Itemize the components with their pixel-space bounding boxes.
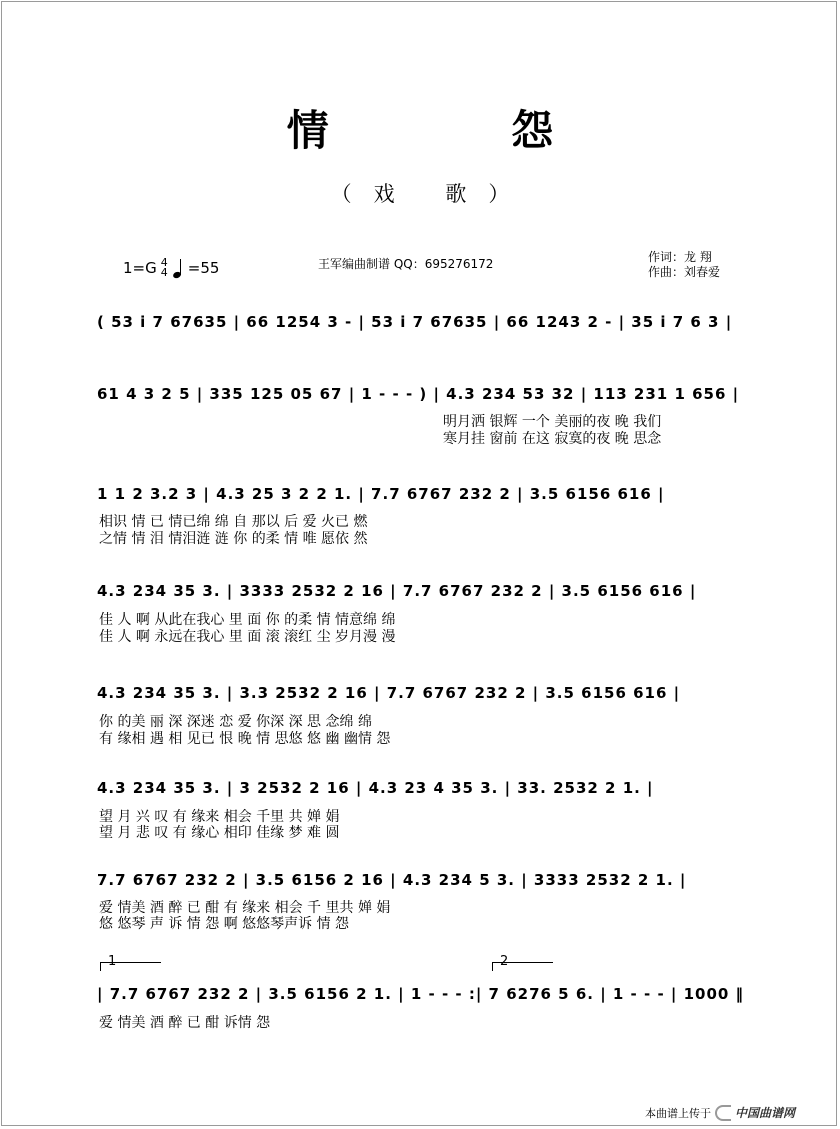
score-row-8: | 7.7 6767 232 2 | 3.5 6156 2 1. | 1 - - - :| 7 6276 5 6. | 1 - - - | 1000 ‖	[97, 985, 745, 1003]
key-label: 1=G	[123, 259, 157, 277]
score-row-2: 61 4 3 2 5 | 335 125 05 67 | 1 - - - ) | 4.3 234 53 32 | 113 231 1 656 |	[97, 385, 740, 403]
composer-credit: 作曲：刘春爱	[648, 265, 721, 279]
time-bottom: 4	[160, 266, 168, 279]
quarter-note-icon	[172, 258, 184, 278]
lyricist-credit: 作词：龙 翔	[648, 250, 712, 264]
lyric-row-6b: 望 月 悲 叹 有 缘心 相印 佳缘 梦 难 圆	[99, 825, 340, 841]
second-ending-label: 2	[500, 954, 509, 969]
author-credits	[648, 250, 720, 280]
score-row-1: ( 53 i 7 67635 | 66 1254 3 - | 53 i 7 67635 | 66 1243 2 - | 35 i 7 6 3 |	[97, 313, 733, 331]
lyric-row-3b: 之情 情 泪 情泪涟 涟 你 的柔 情 唯 愿依 然	[99, 531, 368, 547]
lyric-row-7b: 悠 悠琴 声 诉 情 怨 啊 悠悠琴声诉 情 怨	[99, 916, 350, 932]
site-logo-icon	[715, 1105, 731, 1121]
score-row-3: 1 1 2 3.2 3 | 4.3 25 3 2 2 1. | 7.7 6767 232 2 | 3.5 6156 616 |	[97, 485, 665, 503]
song-title: 情 怨	[286, 106, 638, 155]
score-row-7: 7.7 6767 232 2 | 3.5 6156 2 16 | 4.3 234 5 3. | 3333 2532 2 1. |	[97, 871, 687, 889]
upload-text: 本曲谱上传于	[645, 1106, 711, 1120]
lyric-row-5b: 有 缘相 遇 相 见已 恨 晚 情 思悠 悠 幽 幽情 怨	[99, 731, 391, 747]
footer	[645, 1104, 795, 1121]
lyric-row-7a: 爱 情美 酒 醉 已 酣 有 缘来 相会 千 里共 婵 娟	[99, 900, 391, 916]
arranger-credit: 王军编曲制谱 QQ：695276172	[318, 257, 494, 271]
song-subtitle: （戏 歌）	[330, 182, 532, 206]
lyric-row-2b: 寒月挂 窗前 在这 寂寞的夜 晚 思念	[443, 431, 662, 447]
score-row-4: 4.3 234 35 3. | 3333 2532 2 16 | 7.7 6767 232 2 | 3.5 6156 616 |	[97, 582, 697, 600]
lyric-row-3a: 相识 情 已 情已绵 绵 自 那以 后 爱 火已 燃	[99, 514, 368, 530]
site-name[interactable]: 中国曲谱网	[735, 1106, 796, 1120]
lyric-row-5a: 你 的美 丽 深 深迷 恋 爱 你深 深 思 念绵 绵	[99, 714, 372, 730]
lyric-row-2a: 明月洒 银辉 一个 美丽的夜 晚 我们	[443, 414, 662, 430]
key-signature	[123, 258, 219, 278]
page-border	[1, 1, 837, 1126]
first-ending-label: 1	[108, 954, 117, 969]
time-signature	[161, 258, 168, 278]
tempo: =55	[187, 259, 220, 277]
lyric-row-6a: 望 月 兴 叹 有 缘来 相会 千里 共 婵 娟	[99, 809, 340, 825]
lyric-row-8a: 爱 情美 酒 醉 已 酣 诉情 怨	[99, 1015, 271, 1031]
lyric-row-4a: 佳 人 啊 从此在我心 里 面 你 的柔 情 情意绵 绵	[99, 612, 396, 628]
score-row-5: 4.3 234 35 3. | 3.3 2532 2 16 | 7.7 6767 232 2 | 3.5 6156 616 |	[97, 684, 681, 702]
time-top: 4	[160, 256, 168, 269]
lyric-row-4b: 佳 人 啊 永远在我心 里 面 滚 滚红 尘 岁月漫 漫	[99, 629, 396, 645]
score-row-6: 4.3 234 35 3. | 3 2532 2 16 | 4.3 23 4 35 3. | 33. 2532 2 1. |	[97, 779, 654, 797]
